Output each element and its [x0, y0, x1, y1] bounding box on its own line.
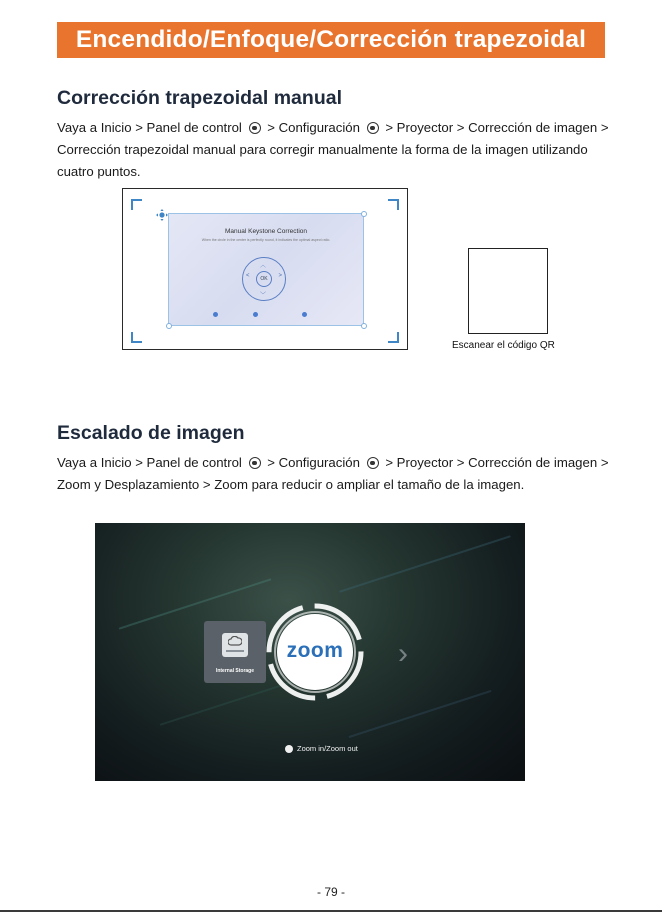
legend-item — [213, 312, 221, 317]
direction-pad — [242, 257, 286, 301]
path-part: > Configuración — [267, 120, 360, 135]
scaling-line-2: Zoom y Desplazamiento > Zoom para reducir o ampliar el tamaño de la imagen. — [57, 477, 525, 492]
corner-mark — [131, 199, 142, 210]
gear-icon — [249, 457, 261, 469]
corner-mark — [131, 332, 142, 343]
path-part: Vaya a Inicio > Panel de control — [57, 455, 242, 470]
zoom-label: zoom — [286, 639, 344, 662]
storage-drive-icon — [222, 633, 248, 657]
corner-handle — [166, 323, 172, 329]
keystone-line-2: Corrección trapezoidal manual para corregir manualmente la forma de la imagen utilizando — [57, 142, 588, 157]
keystone-screen-title: Manual Keystone Correction — [224, 228, 307, 235]
chevron-up-icon: ︿ — [260, 263, 267, 269]
keystone-line-3: cuatro puntos. — [57, 164, 141, 179]
path-part: Vaya a Inicio > Panel de control — [57, 120, 242, 135]
keystone-line-1 — [57, 117, 617, 139]
chevron-right-icon[interactable]: › — [398, 637, 408, 670]
ok-button: OK — [256, 271, 272, 287]
path-part: > Configuración — [267, 455, 360, 470]
scaling-line-1 — [57, 452, 617, 474]
keystone-screen — [168, 213, 364, 326]
corner-handle — [361, 211, 367, 217]
corner-handle — [361, 323, 367, 329]
keystone-screenshot — [122, 188, 408, 350]
background-streak — [339, 535, 511, 593]
section-heading-scaling: Escalado de imagen — [57, 422, 245, 444]
keystone-screen-subtitle: When the circle in the center is perfectly round, it indicates the optimal aspect ratio. — [201, 238, 331, 242]
corner-mark — [388, 199, 399, 210]
legend-item — [253, 312, 261, 317]
zoom-hint-text: Zoom in/Zoom out — [297, 744, 358, 753]
page-banner: Encendido/Enfoque/Corrección trapezoidal — [57, 22, 605, 58]
corner-mark — [388, 332, 399, 343]
gear-icon — [249, 122, 261, 134]
qr-caption: Escanear el código QR — [452, 340, 555, 351]
chevron-down-icon: ﹀ — [260, 293, 267, 299]
scaling-instructions — [57, 452, 617, 496]
qr-code-placeholder — [468, 248, 548, 334]
move-handle-icon — [156, 208, 168, 220]
bottom-rule — [0, 910, 662, 912]
chevron-left-icon: < — [246, 273, 250, 279]
gear-icon — [367, 122, 379, 134]
remote-button-icon — [285, 745, 293, 753]
path-part: > Proyector > Corrección de imagen > — [385, 120, 609, 135]
zoom-screenshot — [95, 523, 525, 781]
zoom-hint — [285, 744, 358, 753]
storage-label: Internal Storage — [215, 668, 255, 674]
keystone-instructions — [57, 117, 617, 183]
internal-storage-tile[interactable] — [204, 621, 266, 683]
path-part: > Proyector > Corrección de imagen > — [385, 455, 609, 470]
legend-item — [302, 312, 310, 317]
page-number: - 79 - — [316, 885, 345, 899]
gear-icon — [367, 457, 379, 469]
section-heading-keystone: Corrección trapezoidal manual — [57, 87, 342, 109]
chevron-right-icon: > — [278, 273, 282, 279]
